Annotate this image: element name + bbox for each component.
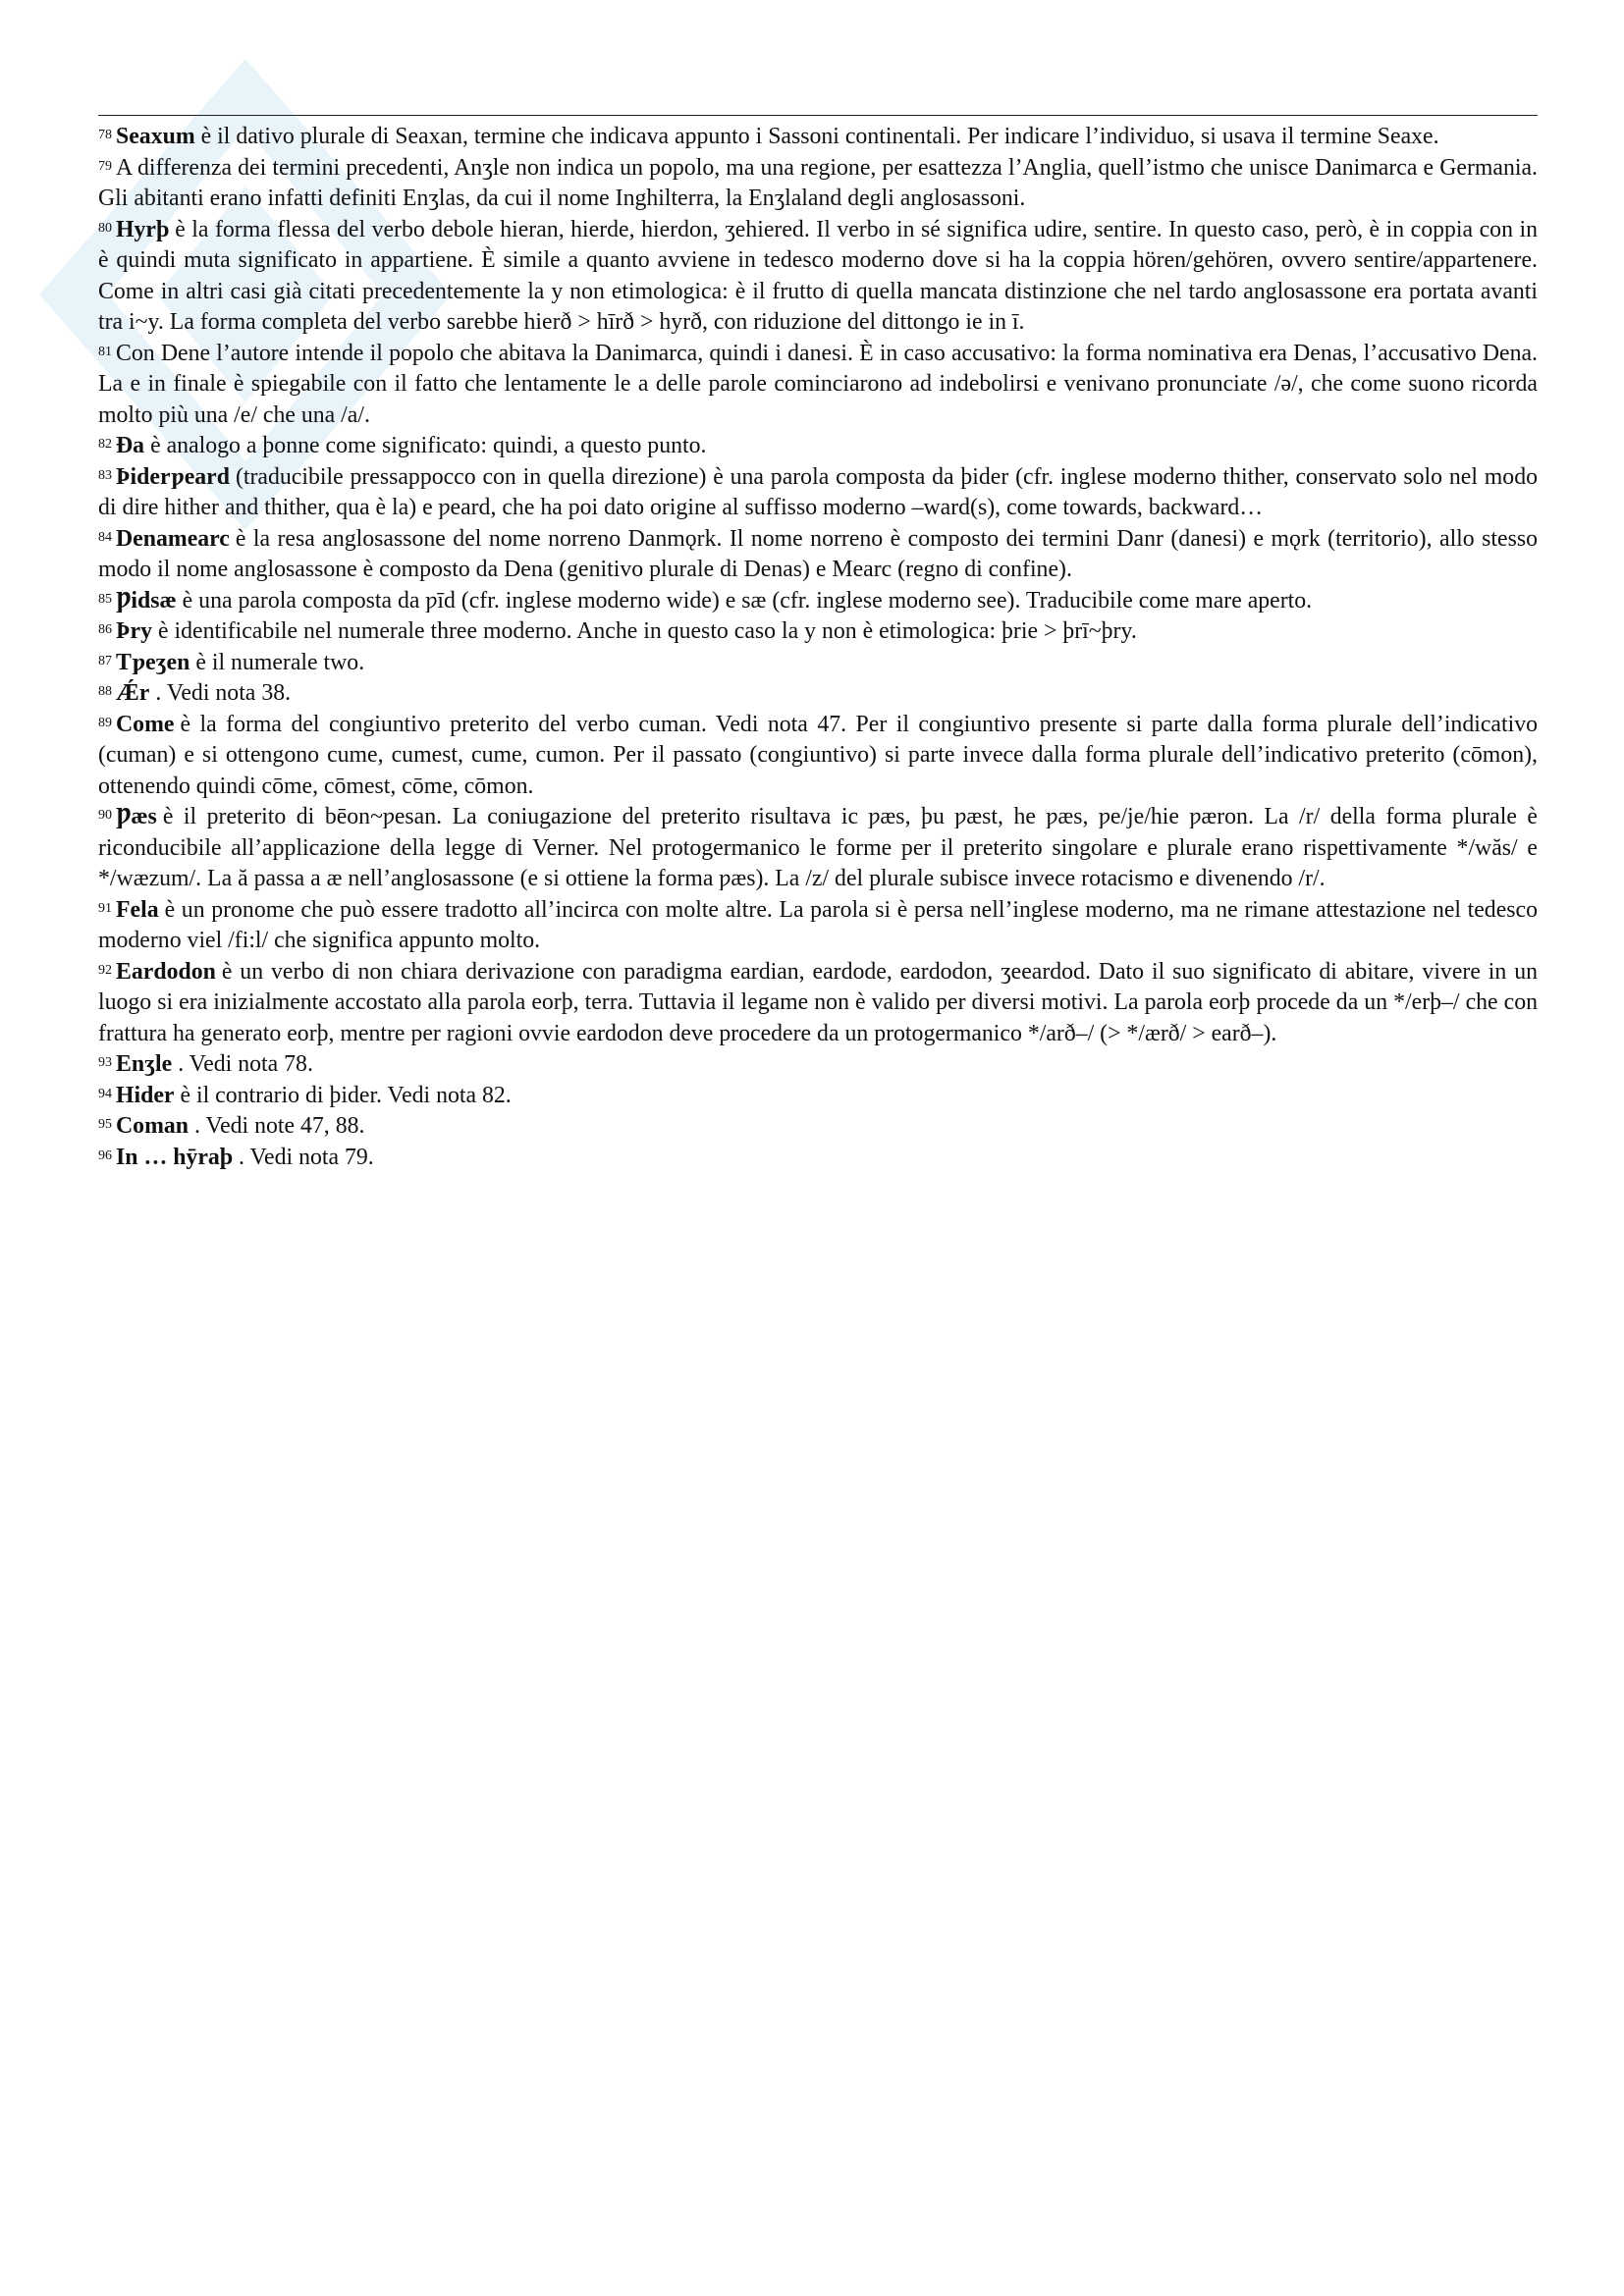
footnote-84: $^{84}$ Denamearc è la resa anglosassone del nome norreno Danmǫrk. Il nome norreno è composto dei termini Danr (danesi) e mǫrk (territorio), allo stesso modo il nome anglosassone è composto da Dena (genitivo plurale di Denas) e Mearc (regno di confine).: [98, 525, 1538, 582]
footnote-93: $^{93}$ Enʒle . Vedi nota 78.: [98, 1051, 313, 1077]
footnote-80: $^{80}$ Hyrþ è la forma flessa del verbo debole hieran, hierde, hierdon, ʒehiered. Il verbo in sé significa udire, sentire. In questo caso, però, è in coppia con in è quindi muta significato in appartiene. È simile a quanto avviene in tedesco moderno dove si ha la coppia hören/gehören, ovvero sentire/appartenere. Come in altri casi già citati precedentemente la y non etimologica: è il frutto di quella mancata distinzione che nel tardo anglosassone era portata avanti tra i~y. La forma completa del verbo sarebbe hierð > hīrð > hyrð, con riduzione del dittongo ie in ī.: [98, 216, 1538, 335]
footnote-92: $^{92}$ Eardodon è un verbo di non chiara derivazione con paradigma eardian, eardode, eardodon, ʒeeardod. Dato il suo significato di abitare, vivere in un luogo si era inizialmente accostato alla parola eorþ, terra. Tuttavia il legame non è valido per diversi motivi. La parola eorþ procede da un */erþ–/ che con frattura ha generato eorþ, mentre per ragioni ovvie eardodon deve procedere da un protogermanico */arð–/ (> */ærð/ > earð–).: [98, 958, 1538, 1046]
footnote-94: $^{94}$ Hider è il contrario di þider. Vedi nota 82.: [98, 1082, 512, 1108]
footnote-90: $^{90}$ Ƿæs è il preterito di bēon~ƿesan. La coniugazione del preterito risultava ic ƿæs, þu ƿæst, he ƿæs, ƿe/je/hie ƿæron. La /r/ della forma plurale è riconducibile all’applicazione della legge di Verner. Nel protogermanico le forme per il preterito singolare e plurale erano rispettivamente */wăs/ e */wæzum/. La ă passa a æ nell’anglosassone (e si ottiene la forma ƿæs). La /z/ del plurale subisce invece rotacismo e divenendo /r/.: [98, 804, 1538, 891]
footnote-89: $^{89}$ Come è la forma del congiuntivo preterito del verbo cuman. Vedi nota 47. Per il congiuntivo presente si parte dalla forma plurale dell’indicativo (cuman) e si ottengono cume, cumest, cume, cumon. Per il passato (congiuntivo) si parte invece dalla forma plurale dell’indicativo preterito (cōmon), ottenendo quindi cōme, cōmest, cōme, cōmon.: [98, 711, 1538, 799]
footnote-87: $^{87}$ Tƿeʒen è il numerale two.: [98, 649, 365, 675]
footnote-91: $^{91}$ Fela è un pronome che può essere tradotto all’incirca con molte altre. La parola si è persa nell’inglese moderno, ma ne rimane attestazione nel tedesco moderno viel /fi:l/ che significa appunto molto.: [98, 896, 1538, 953]
footnote-separator: [98, 115, 1538, 116]
footnote-79: $^{79}$ A differenza dei termini precedenti, Anʒle non indica un popolo, ma una regione, per esattezza l’Anglia, quell’istmo che unisce Danimarca e Germania. Gli abitanti erano infatti definiti Enʒlas, da cui il nome Inghilterra, la Enʒlaland degli anglosassoni.: [98, 154, 1538, 211]
footnote-86: $^{86}$ Þry è identificabile nel numerale three moderno. Anche in questo caso la y non è etimologica: þrie > þrī~þry.: [98, 618, 1137, 644]
footnote-85: $^{85}$ Ƿidsæ è una parola composta da ƿīd (cfr. inglese moderno wide) e sæ (cfr. inglese moderno see). Traducibile come mare aperto.: [98, 587, 1313, 614]
footnotes: [98, 122, 1538, 1173]
footnote-96: $^{96}$ In … hȳraþ . Vedi nota 79.: [98, 1144, 374, 1170]
footnote-83: $^{83}$ Þiderƿeard (traducibile pressappocco con in quella direzione) è una parola composta da þider (cfr. inglese moderno thither, conservato solo nel modo di dire hither and thither, qua è la) e ƿeard, che ha poi dato origine al suffisso moderno –ward(s), come towards, backward…: [98, 463, 1538, 520]
footnote-81: $^{81}$ Con Dene l’autore intende il popolo che abitava la Danimarca, quindi i danesi. È in caso accusativo: la forma nominativa era Denas, l’accusativo Dena. La e in finale è spiegabile con il fatto che lentamente le a delle parole cominciarono ad indebolirsi e venivano pronunciate /ə/, che come suono ricorda molto più una /e/ che una /a/.: [98, 340, 1538, 428]
footnote-88: $^{88}$ Ǽr . Vedi nota 38.: [98, 680, 292, 706]
footnote-95: $^{95}$ Coman . Vedi note 47, 88.: [98, 1113, 365, 1139]
footnote-82: $^{82}$ Đa è analogo a þonne come significato: quindi, a questo punto.: [98, 433, 707, 458]
footnote-78: $^{78}$ Seaxum è il dativo plurale di Seaxan, termine che indicava appunto i Sassoni continentali. Per indicare l’individuo, si usava il termine Seaxe.: [98, 124, 1439, 149]
